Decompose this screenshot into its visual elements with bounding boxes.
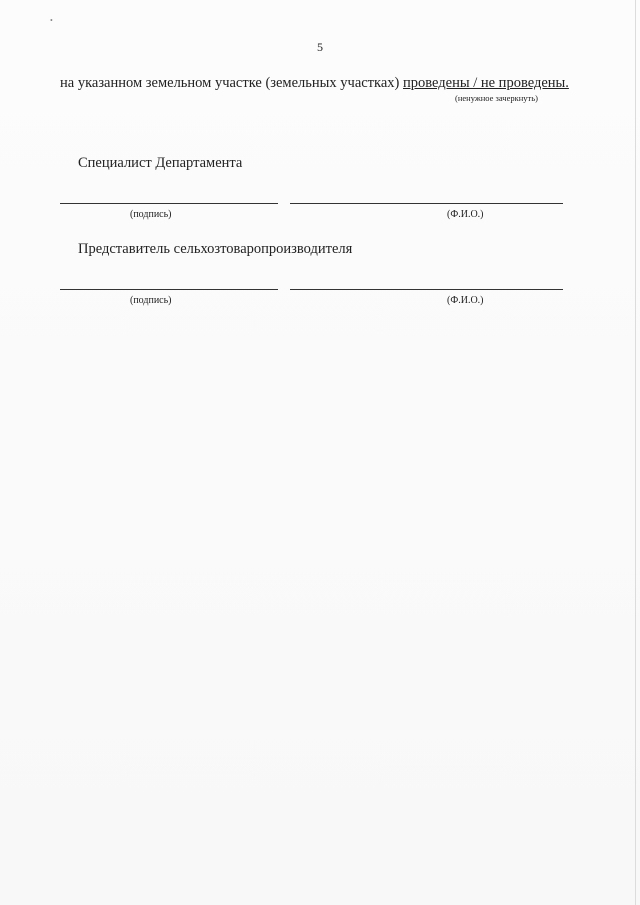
specialist-heading: Специалист Департамента [78, 155, 243, 171]
specialist-name-line [290, 203, 563, 204]
page-number: 5 [317, 40, 323, 54]
producer-name-line [290, 289, 563, 290]
producer-signature-caption: (подпись) [130, 295, 172, 306]
specialist-signature-line [60, 203, 278, 204]
strike-out-note: (ненужное зачеркнуть) [455, 93, 538, 103]
statement-choice: проведены / не проведены. [403, 75, 569, 91]
statement-prefix: на указанном земельном участке (земельных участках) [60, 75, 403, 91]
statement-line [60, 75, 569, 92]
producer-name-caption: (Ф.И.О.) [447, 295, 484, 306]
scan-speck: • [50, 16, 53, 25]
page-edge [635, 0, 636, 905]
producer-representative-heading: Представитель сельхозтоваропроизводителя [78, 241, 353, 257]
specialist-signature-caption: (подпись) [130, 209, 172, 220]
producer-signature-line [60, 289, 278, 290]
specialist-name-caption: (Ф.И.О.) [447, 209, 484, 220]
